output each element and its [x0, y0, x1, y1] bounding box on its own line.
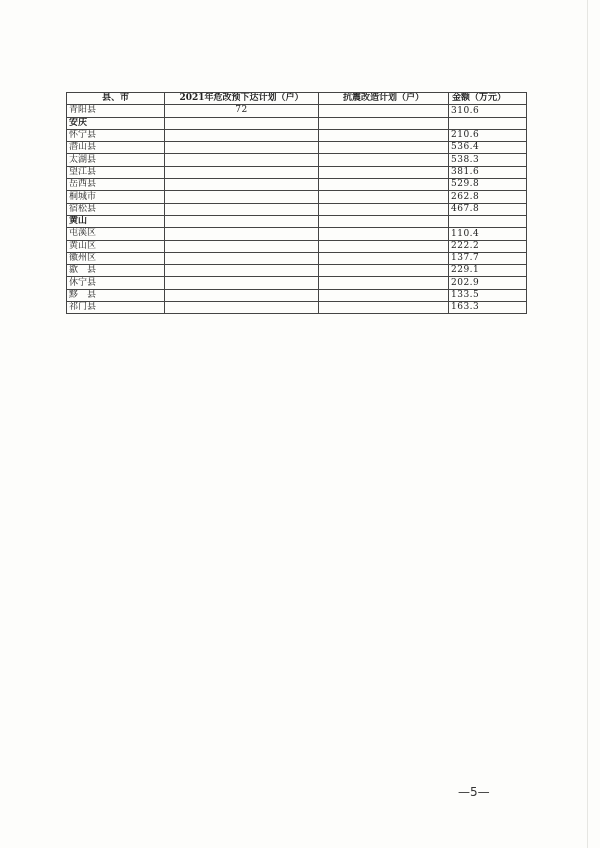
row-name-cell: 屯溪区	[67, 228, 165, 240]
row-seismic-cell	[319, 252, 449, 264]
row-amount-cell: 210.6	[449, 129, 527, 141]
row-name-cell: 望江县	[67, 166, 165, 178]
row-seismic-cell	[319, 191, 449, 203]
row-seismic-cell	[319, 203, 449, 215]
table-row	[67, 277, 527, 289]
table-row	[67, 228, 527, 240]
row-name-cell: 歙 县	[67, 265, 165, 277]
row-plan-cell	[165, 154, 319, 166]
table-row	[67, 289, 527, 301]
row-plan-cell	[165, 265, 319, 277]
table-body	[67, 105, 527, 314]
row-amount-cell: 262.8	[449, 191, 527, 203]
row-name-cell: 太湖县	[67, 154, 165, 166]
page-number: —5—	[458, 785, 490, 799]
row-seismic-cell	[319, 142, 449, 154]
row-seismic-cell	[319, 179, 449, 191]
row-seismic-cell	[319, 240, 449, 252]
row-plan-cell: 72	[165, 105, 319, 117]
table-row	[67, 252, 527, 264]
table-row	[67, 179, 527, 191]
row-plan-cell	[165, 179, 319, 191]
row-seismic-cell	[319, 105, 449, 117]
row-amount-cell: 229.1	[449, 265, 527, 277]
region-row	[67, 117, 527, 129]
row-seismic-cell	[319, 129, 449, 141]
table-row	[67, 105, 527, 117]
row-seismic-cell	[319, 154, 449, 166]
table-row	[67, 129, 527, 141]
row-amount-cell: 202.9	[449, 277, 527, 289]
row-name-cell: 休宁县	[67, 277, 165, 289]
row-seismic-cell	[319, 265, 449, 277]
row-name-cell: 宿松县	[67, 203, 165, 215]
row-seismic-cell	[319, 228, 449, 240]
row-plan-cell	[165, 228, 319, 240]
row-plan-cell	[165, 129, 319, 141]
row-amount-cell: 536.4	[449, 142, 527, 154]
table-row	[67, 240, 527, 252]
table-row	[67, 265, 527, 277]
row-seismic-cell	[319, 289, 449, 301]
header-seismic-plan: 抗震改造计划（户）	[319, 93, 449, 105]
header-county: 县、市	[67, 93, 165, 105]
row-plan-cell	[165, 142, 319, 154]
row-plan-cell	[165, 191, 319, 203]
row-amount-cell: 381.6	[449, 166, 527, 178]
row-name-cell: 桐城市	[67, 191, 165, 203]
row-amount-cell	[449, 215, 527, 227]
row-plan-cell	[165, 302, 319, 314]
row-amount-cell: 110.4	[449, 228, 527, 240]
row-plan-cell	[165, 117, 319, 129]
row-name-cell: 岳西县	[67, 179, 165, 191]
table-row	[67, 302, 527, 314]
row-amount-cell: 133.5	[449, 289, 527, 301]
table-row	[67, 142, 527, 154]
row-plan-cell	[165, 203, 319, 215]
row-name-cell: 黄山区	[67, 240, 165, 252]
row-amount-cell	[449, 117, 527, 129]
row-plan-cell	[165, 166, 319, 178]
row-plan-cell	[165, 252, 319, 264]
row-amount-cell: 222.2	[449, 240, 527, 252]
header-amount: 金额（万元）	[449, 93, 527, 105]
region-row	[67, 215, 527, 227]
row-name-cell: 潜山县	[67, 142, 165, 154]
row-seismic-cell	[319, 302, 449, 314]
row-amount-cell: 310.6	[449, 105, 527, 117]
row-name-cell: 青阳县	[67, 105, 165, 117]
row-name-cell: 怀宁县	[67, 129, 165, 141]
row-seismic-cell	[319, 215, 449, 227]
row-amount-cell: 137.7	[449, 252, 527, 264]
allocation-table	[66, 92, 527, 314]
row-plan-cell	[165, 289, 319, 301]
row-name-cell: 黄山	[67, 215, 165, 227]
row-amount-cell: 467.8	[449, 203, 527, 215]
row-plan-cell	[165, 240, 319, 252]
row-name-cell: 黟 县	[67, 289, 165, 301]
row-seismic-cell	[319, 117, 449, 129]
row-amount-cell: 529.8	[449, 179, 527, 191]
row-seismic-cell	[319, 277, 449, 289]
row-amount-cell: 538.3	[449, 154, 527, 166]
table-row	[67, 166, 527, 178]
table-row	[67, 191, 527, 203]
table-row	[67, 154, 527, 166]
header-renovation-plan: 2021年危改预下达计划（户）	[165, 93, 319, 105]
row-plan-cell	[165, 215, 319, 227]
row-name-cell: 安庆	[67, 117, 165, 129]
row-seismic-cell	[319, 166, 449, 178]
row-name-cell: 祁门县	[67, 302, 165, 314]
row-amount-cell: 163.3	[449, 302, 527, 314]
page-edge-line	[587, 0, 588, 848]
row-plan-cell	[165, 277, 319, 289]
row-name-cell: 徽州区	[67, 252, 165, 264]
table-header-row	[67, 93, 527, 105]
table-row	[67, 203, 527, 215]
